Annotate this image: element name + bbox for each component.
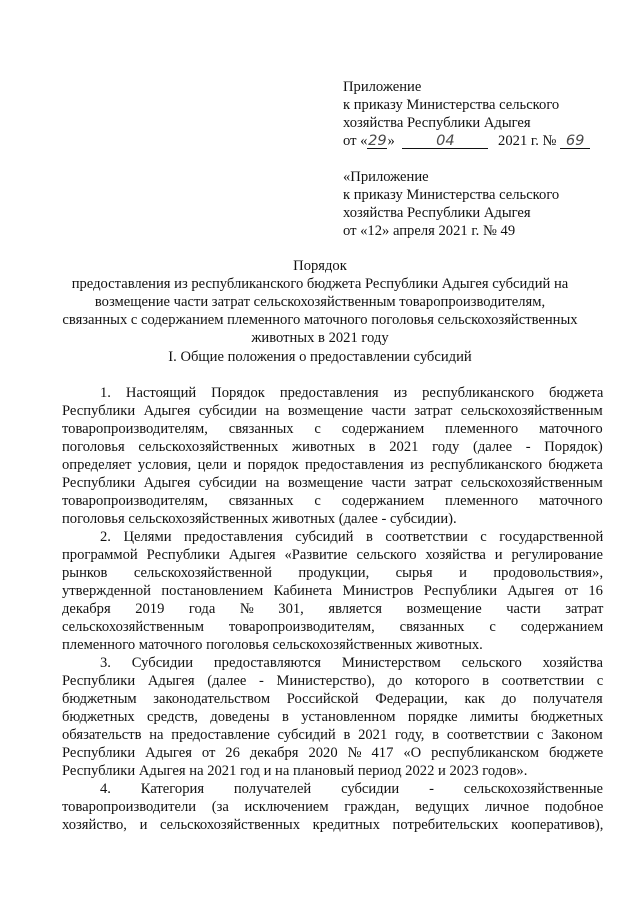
p2-line: рынков сельскохозяйственной продукции, сырья и продовольствия», (62, 565, 604, 581)
title-line-2: возмещение части затрат сельскохозяйственным товаропроизводителям, (94, 294, 546, 310)
p1-line: определяет условия, цели и порядок предоставления из республиканского бюджета (62, 457, 603, 473)
appendix-label: Приложение (343, 79, 422, 95)
title-line-4: животных в 2021 году (251, 330, 389, 346)
p1-line: товаропроизводителям, связанных с содержанием племенного маточного (62, 421, 603, 437)
quoted-order-line: к приказу Министерства сельского (343, 187, 560, 203)
quoted-appendix-label: «Приложение (343, 169, 429, 185)
quoted-ministry-line: хозяйства Республики Адыгея (343, 205, 531, 221)
p3-line: бюджетным законодательством Российской Федерации, как до получателя (62, 691, 603, 707)
appendix-order-line: к приказу Министерства сельского (343, 97, 560, 113)
p4-line: товаропроизводители (за исключением граждан, ведущих личное подобное (62, 799, 604, 815)
appendix-ministry-line: хозяйства Республики Адыгея (343, 115, 531, 131)
title-line-3: связанных с содержанием племенного маточного поголовья сельскохозяйственных (62, 312, 578, 328)
p3-line: Республики Адыгея (далее - Министерство), до которого в соответствии с (62, 673, 604, 689)
p3-line: бюджетных средств, доведены в установленном порядке лимиты бюджетных (62, 709, 604, 725)
p1-line: 1. Настоящий Порядок предоставления из республиканского бюджета (100, 385, 604, 401)
handwritten-number: 69 (560, 133, 590, 149)
p4-line: хозяйство, и сельскохозяйственных кредитных потребительских кооперативов), (62, 817, 604, 833)
p1-line: Республики Адыгея субсидии на возмещение части затрат сельскохозяйственным (62, 403, 603, 419)
p2-line: утвержденной постановлением Кабинета Министров Республики Адыгея от 16 (62, 583, 603, 599)
p2-line-last: племенного маточного поголовья сельскохозяйственных животных. (62, 637, 483, 653)
p2-line: 2. Целями предоставления субсидий в соответствии с государственной (100, 529, 604, 545)
section-heading: I. Общие положения о предоставлении субсидий (168, 349, 472, 365)
p1-line: Республики Адыгея субсидии на возмещение части затрат сельскохозяйственным (62, 475, 603, 491)
date-mid: » (387, 133, 395, 149)
handwritten-month: 04 (402, 133, 488, 149)
title-heading: Порядок (293, 258, 347, 274)
p2-line: сельскохозяйственным товаропроизводителям, связанных с содержанием (62, 619, 604, 635)
date-prefix: от « (343, 133, 368, 149)
p3-line: обязательств на предоставление субсидий в 2021 году, в соответствии с Законом (62, 727, 603, 743)
date-year: 2021 г. № (498, 133, 557, 149)
p3-line: 3. Субсидии предоставляются Министерством сельского хозяйства (100, 655, 603, 671)
p1-line: товаропроизводителям, связанных с содержанием племенного маточного (62, 493, 603, 509)
p2-line: программой Республики Адыгея «Развитие сельского хозяйства и регулирование (62, 547, 603, 563)
p1-line-last: поголовья сельскохозяйственных животных (далее - субсидии). (62, 511, 457, 527)
p3-line-last: Республики Адыгея на 2021 год и на плановый период 2022 и 2023 годов». (62, 763, 528, 779)
quoted-date-line: от «12» апреля 2021 г. № 49 (343, 223, 516, 239)
p2-line: декабря 2019 года № 301, является возмещение части затрат (62, 601, 604, 617)
title-line-1: предоставления из республиканского бюджета Республики Адыгея субсидий на (71, 276, 569, 292)
handwritten-day: 29 (368, 132, 387, 149)
p4-line: 4. Категория получателей субсидии - сельскохозяйственные (100, 781, 603, 797)
p3-line: Республики Адыгея от 26 декабря 2020 № 417 «О республиканском бюджете (62, 745, 604, 761)
appendix-date-line (343, 132, 590, 150)
p1-line: поголовья сельскохозяйственных животных в 2021 году (далее - Порядок) (62, 439, 603, 455)
